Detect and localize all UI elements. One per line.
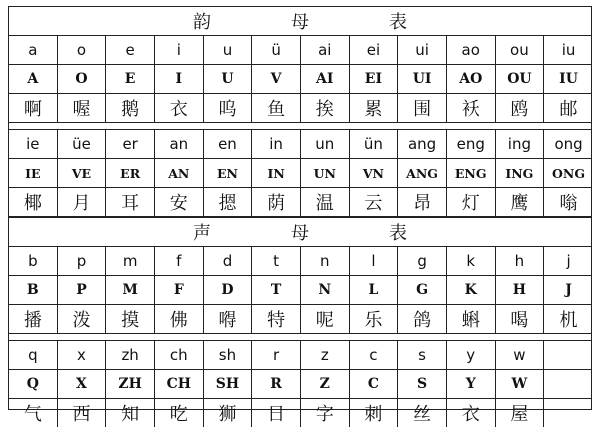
lowercase-cell: h xyxy=(496,247,545,275)
example-character-cell: 鸽 xyxy=(398,305,447,333)
example-character-cell: 衣 xyxy=(155,94,204,122)
shengmu-table xyxy=(9,247,591,427)
example-character-cell: 喔 xyxy=(58,94,107,122)
lowercase-cell: k xyxy=(447,247,496,275)
lowercase-cell: d xyxy=(204,247,253,275)
upper-row xyxy=(9,276,591,305)
uppercase-cell: SH xyxy=(204,370,253,398)
shengmu-title xyxy=(9,217,591,247)
lowercase-cell: b xyxy=(9,247,58,275)
uppercase-cell: X xyxy=(58,370,107,398)
lowercase-cell: ai xyxy=(301,36,350,64)
yunmu-table xyxy=(9,36,591,217)
uppercase-cell: Z xyxy=(301,370,350,398)
lowercase-cell: s xyxy=(398,341,447,369)
example-character-cell: 机 xyxy=(559,310,578,331)
uppercase-cell: F xyxy=(155,276,204,304)
example-character-cell: 屋 xyxy=(496,399,545,427)
title-char: 声 xyxy=(193,223,211,244)
upper-row xyxy=(9,370,591,399)
example-character-cell: 吃 xyxy=(155,399,204,427)
example-character-cell: 椰 xyxy=(9,188,58,216)
uppercase-cell: VE xyxy=(58,159,107,187)
example-character-cell: 嘚 xyxy=(204,305,253,333)
lowercase-cell: t xyxy=(252,247,301,275)
example-character-cell: 鱼 xyxy=(252,94,301,122)
lowercase-cell: ou xyxy=(496,36,545,64)
lowercase-cell: un xyxy=(301,130,350,158)
example-character-cell: 西 xyxy=(58,399,107,427)
lowercase-cell: w xyxy=(496,341,545,369)
lowercase-cell: n xyxy=(301,247,350,275)
lowercase-cell: o xyxy=(58,36,107,64)
example-character-cell: 嗡 xyxy=(559,193,578,214)
example-character-cell: 荫 xyxy=(252,188,301,216)
uppercase-cell: Q xyxy=(9,370,58,398)
uppercase-cell: AN xyxy=(155,159,204,187)
uppercase-cell: N xyxy=(301,276,350,304)
example-character-cell: 月 xyxy=(58,188,107,216)
lowercase-cell: ü xyxy=(252,36,301,64)
uppercase-cell: J xyxy=(565,282,572,298)
uppercase-cell: ING xyxy=(496,159,545,187)
upper-row xyxy=(9,65,591,94)
example-character-cell: 温 xyxy=(301,188,350,216)
uppercase-cell: H xyxy=(496,276,545,304)
yunmu-title xyxy=(9,7,591,36)
example-character-cell: 喝 xyxy=(496,305,545,333)
uppercase-cell: EN xyxy=(204,159,253,187)
hanzi-row xyxy=(9,399,591,427)
example-character-cell: 云 xyxy=(350,188,399,216)
lowercase-cell: an xyxy=(155,130,204,158)
example-character-cell: 累 xyxy=(350,94,399,122)
lowercase-cell: ch xyxy=(155,341,204,369)
hanzi-row xyxy=(9,94,591,122)
lowercase-cell: u xyxy=(204,36,253,64)
example-character-cell: 耳 xyxy=(106,188,155,216)
lower-row xyxy=(9,247,591,276)
uppercase-cell: W xyxy=(496,370,545,398)
uppercase-cell: R xyxy=(252,370,301,398)
example-character-cell: 昂 xyxy=(398,188,447,216)
group-divider xyxy=(9,123,591,130)
lower-row xyxy=(9,130,591,159)
lowercase-cell: z xyxy=(301,341,350,369)
uppercase-cell: ANG xyxy=(398,159,447,187)
title-char: 表 xyxy=(389,223,407,244)
example-character-cell: 袄 xyxy=(447,94,496,122)
uppercase-cell: U xyxy=(204,65,253,93)
lower-row xyxy=(9,341,591,370)
lowercase-cell: a xyxy=(9,36,58,64)
lowercase-cell: iu xyxy=(561,41,576,59)
lowercase-cell: ei xyxy=(350,36,399,64)
example-character-cell: 狮 xyxy=(204,399,253,427)
hanzi-row xyxy=(9,188,591,216)
title-char: 母 xyxy=(291,223,309,244)
lowercase-cell: zh xyxy=(106,341,155,369)
lowercase-cell: ün xyxy=(350,130,399,158)
example-character-cell: 摸 xyxy=(106,305,155,333)
upper-row xyxy=(9,159,591,188)
example-character-cell: 特 xyxy=(252,305,301,333)
uppercase-cell: ENG xyxy=(447,159,496,187)
lowercase-cell: m xyxy=(106,247,155,275)
uppercase-cell: B xyxy=(9,276,58,304)
example-character-cell: 刺 xyxy=(350,399,399,427)
lowercase-cell: ui xyxy=(398,36,447,64)
example-character-cell: 摁 xyxy=(204,188,253,216)
uppercase-cell: K xyxy=(447,276,496,304)
uppercase-cell: M xyxy=(106,276,155,304)
uppercase-cell: OU xyxy=(496,65,545,93)
example-character-cell: 呜 xyxy=(204,94,253,122)
example-character-cell: 泼 xyxy=(58,305,107,333)
example-character-cell: 鹅 xyxy=(106,94,155,122)
lowercase-cell: y xyxy=(447,341,496,369)
lowercase-cell: p xyxy=(58,247,107,275)
example-character-cell: 丝 xyxy=(398,399,447,427)
uppercase-cell: L xyxy=(350,276,399,304)
lowercase-cell: q xyxy=(9,341,58,369)
lowercase-cell: eng xyxy=(447,130,496,158)
lowercase-cell: ang xyxy=(398,130,447,158)
lowercase-cell: ong xyxy=(554,135,583,153)
uppercase-cell: AO xyxy=(447,65,496,93)
uppercase-cell: ONG xyxy=(552,165,586,181)
example-character-cell: 鹰 xyxy=(496,188,545,216)
lower-row xyxy=(9,36,591,65)
example-character-cell: 围 xyxy=(398,94,447,122)
example-character-cell: 播 xyxy=(9,305,58,333)
uppercase-cell: IN xyxy=(252,159,301,187)
uppercase-cell: G xyxy=(398,276,447,304)
pinyin-group xyxy=(9,36,591,123)
uppercase-cell: D xyxy=(204,276,253,304)
uppercase-cell: ER xyxy=(106,159,155,187)
uppercase-cell: CH xyxy=(155,370,204,398)
uppercase-cell xyxy=(544,370,593,398)
lowercase-cell: c xyxy=(350,341,399,369)
example-character-cell: 呢 xyxy=(301,305,350,333)
lowercase-cell: in xyxy=(252,130,301,158)
example-character-cell: 佛 xyxy=(155,305,204,333)
pinyin-group xyxy=(9,130,591,217)
example-character-cell: 乐 xyxy=(350,305,399,333)
example-character-cell: 知 xyxy=(106,399,155,427)
lowercase-cell: e xyxy=(106,36,155,64)
lowercase-cell: g xyxy=(398,247,447,275)
uppercase-cell: Y xyxy=(447,370,496,398)
uppercase-cell: P xyxy=(58,276,107,304)
uppercase-cell: EI xyxy=(350,65,399,93)
lowercase-cell: j xyxy=(566,252,571,270)
example-character-cell xyxy=(544,399,593,427)
lowercase-cell: l xyxy=(350,247,399,275)
uppercase-cell: IE xyxy=(9,159,58,187)
uppercase-cell: S xyxy=(398,370,447,398)
lowercase-cell: en xyxy=(204,130,253,158)
lowercase-cell: sh xyxy=(204,341,253,369)
lowercase-cell: er xyxy=(106,130,155,158)
title-char: 表 xyxy=(389,12,407,33)
lowercase-cell xyxy=(544,341,593,369)
example-character-cell: 日 xyxy=(252,399,301,427)
uppercase-cell: T xyxy=(252,276,301,304)
uppercase-cell: ZH xyxy=(106,370,155,398)
uppercase-cell: A xyxy=(9,65,58,93)
pinyin-chart xyxy=(8,6,592,425)
lowercase-cell: ao xyxy=(447,36,496,64)
example-character-cell: 挨 xyxy=(301,94,350,122)
hanzi-row xyxy=(9,305,591,333)
uppercase-cell: UI xyxy=(398,65,447,93)
example-character-cell: 字 xyxy=(301,399,350,427)
lowercase-cell: i xyxy=(155,36,204,64)
example-character-cell: 鸥 xyxy=(496,94,545,122)
example-character-cell: 安 xyxy=(155,188,204,216)
uppercase-cell: E xyxy=(106,65,155,93)
uppercase-cell: IU xyxy=(559,71,578,87)
lowercase-cell: x xyxy=(58,341,107,369)
example-character-cell: 蝌 xyxy=(447,305,496,333)
lowercase-cell: ing xyxy=(496,130,545,158)
uppercase-cell: AI xyxy=(301,65,350,93)
example-character-cell: 衣 xyxy=(447,399,496,427)
group-divider xyxy=(9,334,591,341)
uppercase-cell: VN xyxy=(350,159,399,187)
title-char: 韵 xyxy=(193,12,211,33)
pinyin-group xyxy=(9,341,591,427)
example-character-cell: 啊 xyxy=(9,94,58,122)
example-character-cell: 气 xyxy=(9,399,58,427)
lowercase-cell: f xyxy=(155,247,204,275)
lowercase-cell: r xyxy=(252,341,301,369)
uppercase-cell: I xyxy=(155,65,204,93)
uppercase-cell: C xyxy=(350,370,399,398)
lowercase-cell: ie xyxy=(9,130,58,158)
pinyin-group xyxy=(9,247,591,334)
uppercase-cell: V xyxy=(252,65,301,93)
example-character-cell: 灯 xyxy=(447,188,496,216)
example-character-cell: 邮 xyxy=(559,99,578,120)
uppercase-cell: O xyxy=(58,65,107,93)
title-char: 母 xyxy=(291,12,309,33)
uppercase-cell: UN xyxy=(301,159,350,187)
lowercase-cell: üe xyxy=(58,130,107,158)
